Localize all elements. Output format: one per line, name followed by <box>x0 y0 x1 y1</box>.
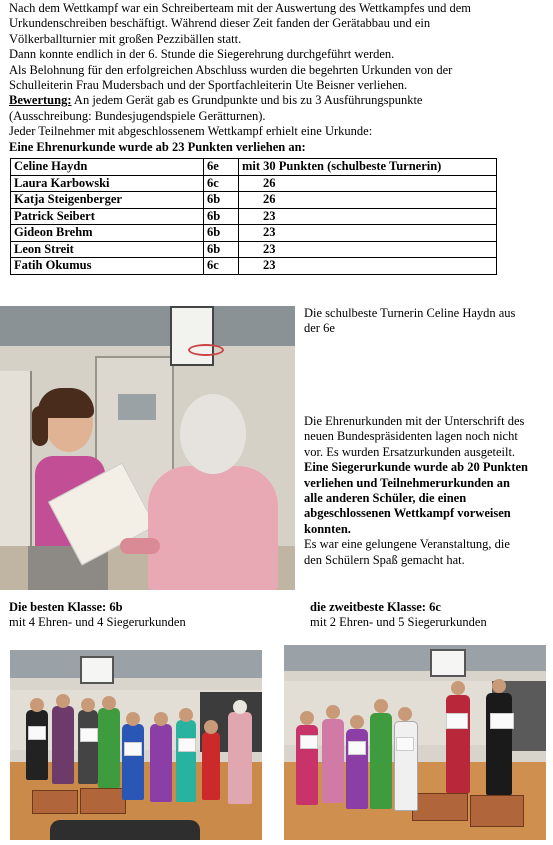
table-row <box>11 175 497 192</box>
table-row <box>11 258 497 275</box>
class-cell: 6b <box>204 241 239 258</box>
table-row <box>11 225 497 242</box>
student-name-cell: Katja Steigenberger <box>11 192 204 209</box>
table-row <box>11 241 497 258</box>
intro-line: Nach dem Wettkampf war ein Schreiberteam mit der Auswertung des Wettkampfes und dem <box>9 1 471 15</box>
points-cell: 23 <box>239 241 497 258</box>
caption-line: Es war eine gelungene Veranstaltung, die <box>304 537 510 552</box>
class-cell: 6c <box>204 258 239 275</box>
points-cell: 23 <box>239 208 497 225</box>
caption-bold-line: verliehen und Teilnehmerurkunden an <box>304 475 510 490</box>
table-row <box>11 192 497 209</box>
bewertung-text: An jedem Gerät gab es Grundpunkte und bis zu 3 Ausführungspunkte <box>71 93 423 108</box>
intro-line: Jeder Teilnehmer mit abgeschlossenem Wettkampf erhielt eine Urkunde: <box>9 124 373 139</box>
table-row <box>11 159 497 176</box>
caption-mid <box>304 414 552 568</box>
class-left-title: Die besten Klasse: 6b <box>9 600 123 614</box>
table-row <box>11 208 497 225</box>
caption-bold-line: konnten. <box>304 521 351 536</box>
bewertung-line <box>9 93 549 108</box>
points-cell: 26 <box>239 175 497 192</box>
class-cell: 6e <box>204 159 239 176</box>
class-right-title: die zweitbeste Klasse: 6c <box>310 600 441 614</box>
class-cell: 6b <box>204 192 239 209</box>
intro-line: Völkerballturnier mit großen Pezzibällen statt. <box>9 31 242 46</box>
class-right-sub: mit 2 Ehren- und 5 Siegerurkunden <box>310 615 487 630</box>
caption-line: vor. Es wurden Ersatzurkunden ausgeteilt. <box>304 444 516 459</box>
intro-line: Schulleiterin Frau Mudersbach und der Sportfachleiterin Ute Beisner verliehen. <box>9 78 408 93</box>
award-photo <box>0 306 295 590</box>
points-cell: 23 <box>239 225 497 242</box>
class-right-caption <box>310 600 550 631</box>
class-cell: 6b <box>204 225 239 242</box>
class-cell: 6b <box>204 208 239 225</box>
student-name-cell: Fatih Okumus <box>11 258 204 275</box>
intro-line: Dann konnte endlich in der 6. Stunde die Siegerehrung durchgeführt werden. <box>9 47 395 62</box>
class-left-caption <box>9 600 269 631</box>
student-name-cell: Patrick Seibert <box>11 208 204 225</box>
table-heading: Eine Ehrenurkunde wurde ab 23 Punkten verliehen an: <box>9 139 306 154</box>
caption-top <box>304 306 549 337</box>
caption-line: neuen Bundespräsidenten lagen noch nicht <box>304 429 518 444</box>
caption-line: Die Ehrenurkunden mit der Unterschrift des <box>304 414 525 428</box>
student-name-cell: Gideon Brehm <box>11 225 204 242</box>
points-cell: 26 <box>239 192 497 209</box>
results-body <box>11 159 497 275</box>
bewertung-label: Bewertung: <box>9 93 72 108</box>
class-left-sub: mit 4 Ehren- und 4 Siegerurkunden <box>9 615 186 630</box>
intro-line: Urkundenschreiben beschäftigt. Während dieser Zeit fanden der Gerätabbau und ein <box>9 16 431 31</box>
class-6c-photo <box>284 645 546 840</box>
caption-bold-line: Eine Siegerurkunde wurde ab 20 Punkten <box>304 460 528 475</box>
points-cell: mit 30 Punkten (schulbeste Turnerin) <box>239 159 497 176</box>
caption-line: den Schülern Spaß gemacht hat. <box>304 552 465 567</box>
caption-bold-line: alle anderen Schüler, die einen <box>304 491 467 506</box>
results-table <box>10 158 497 275</box>
class-cell: 6c <box>204 175 239 192</box>
intro-text <box>9 1 549 155</box>
student-name-cell: Celine Haydn <box>11 159 204 176</box>
intro-line: Als Belohnung für den erfolgreichen Abschluss wurden die begehrten Urkunden von der <box>9 62 453 77</box>
caption-line: Die schulbeste Turnerin Celine Haydn aus <box>304 306 516 320</box>
caption-bold-line: abgeschlossenen Wettkampf vorweisen <box>304 506 511 521</box>
caption-line: der 6e <box>304 321 335 336</box>
class-6b-photo <box>10 650 262 840</box>
student-name-cell: Laura Karbowski <box>11 175 204 192</box>
student-name-cell: Leon Streit <box>11 241 204 258</box>
points-cell: 23 <box>239 258 497 275</box>
intro-line: (Ausschreibung: Bundesjugendspiele Gerätturnen). <box>9 108 266 123</box>
